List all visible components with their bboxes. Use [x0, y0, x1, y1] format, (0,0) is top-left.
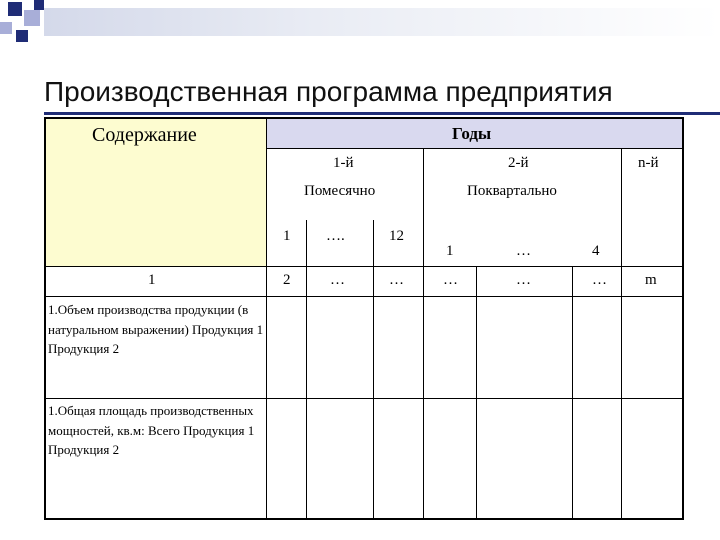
col-number: 1	[148, 272, 156, 288]
col-number: …	[330, 272, 345, 288]
year-1-header: 1-й	[333, 155, 354, 171]
col-number: …	[389, 272, 404, 288]
year-2-header: 2-й	[508, 155, 529, 171]
month-first: 1	[283, 228, 291, 244]
col-number: …	[592, 272, 607, 288]
quarter-dots: …	[516, 243, 531, 259]
quarter-first: 1	[446, 243, 454, 259]
grid-line	[45, 266, 683, 267]
page-title: Производственная программа предприятия	[44, 76, 613, 107]
year-n-header: n-й	[638, 155, 659, 171]
quarter-last: 4	[592, 243, 600, 259]
grid-line	[373, 220, 374, 519]
quarterly-header: Поквартально	[467, 183, 557, 199]
table-border	[44, 117, 46, 520]
col-number: 2	[283, 272, 291, 288]
grid-line	[306, 220, 307, 519]
grid-line	[572, 266, 573, 519]
content-header: Содержание	[92, 124, 197, 146]
grid-line	[45, 398, 683, 399]
month-last: 12	[389, 228, 404, 244]
grid-line	[476, 266, 477, 519]
table-border	[44, 518, 684, 520]
table-border	[44, 117, 684, 119]
grid-line	[266, 118, 267, 519]
month-dots: ….	[326, 228, 345, 244]
grid-line	[423, 148, 424, 519]
grid-line	[621, 148, 622, 519]
row-label-production-area: 1.Общая площадь производственных мощностей, кв.м: Всего Продукция 1 Продукция 2	[48, 403, 255, 457]
row-label-production-volume: 1.Объем производства продукции (в натуральном выражении) Продукция 1 Продукция 2	[48, 302, 264, 356]
col-number: …	[516, 272, 531, 288]
monthly-header: Помесячно	[304, 183, 376, 199]
col-number: m	[645, 272, 657, 288]
grid-line	[45, 296, 683, 297]
col-number: …	[443, 272, 458, 288]
table-border	[682, 117, 684, 520]
years-header: Годы	[452, 124, 492, 143]
